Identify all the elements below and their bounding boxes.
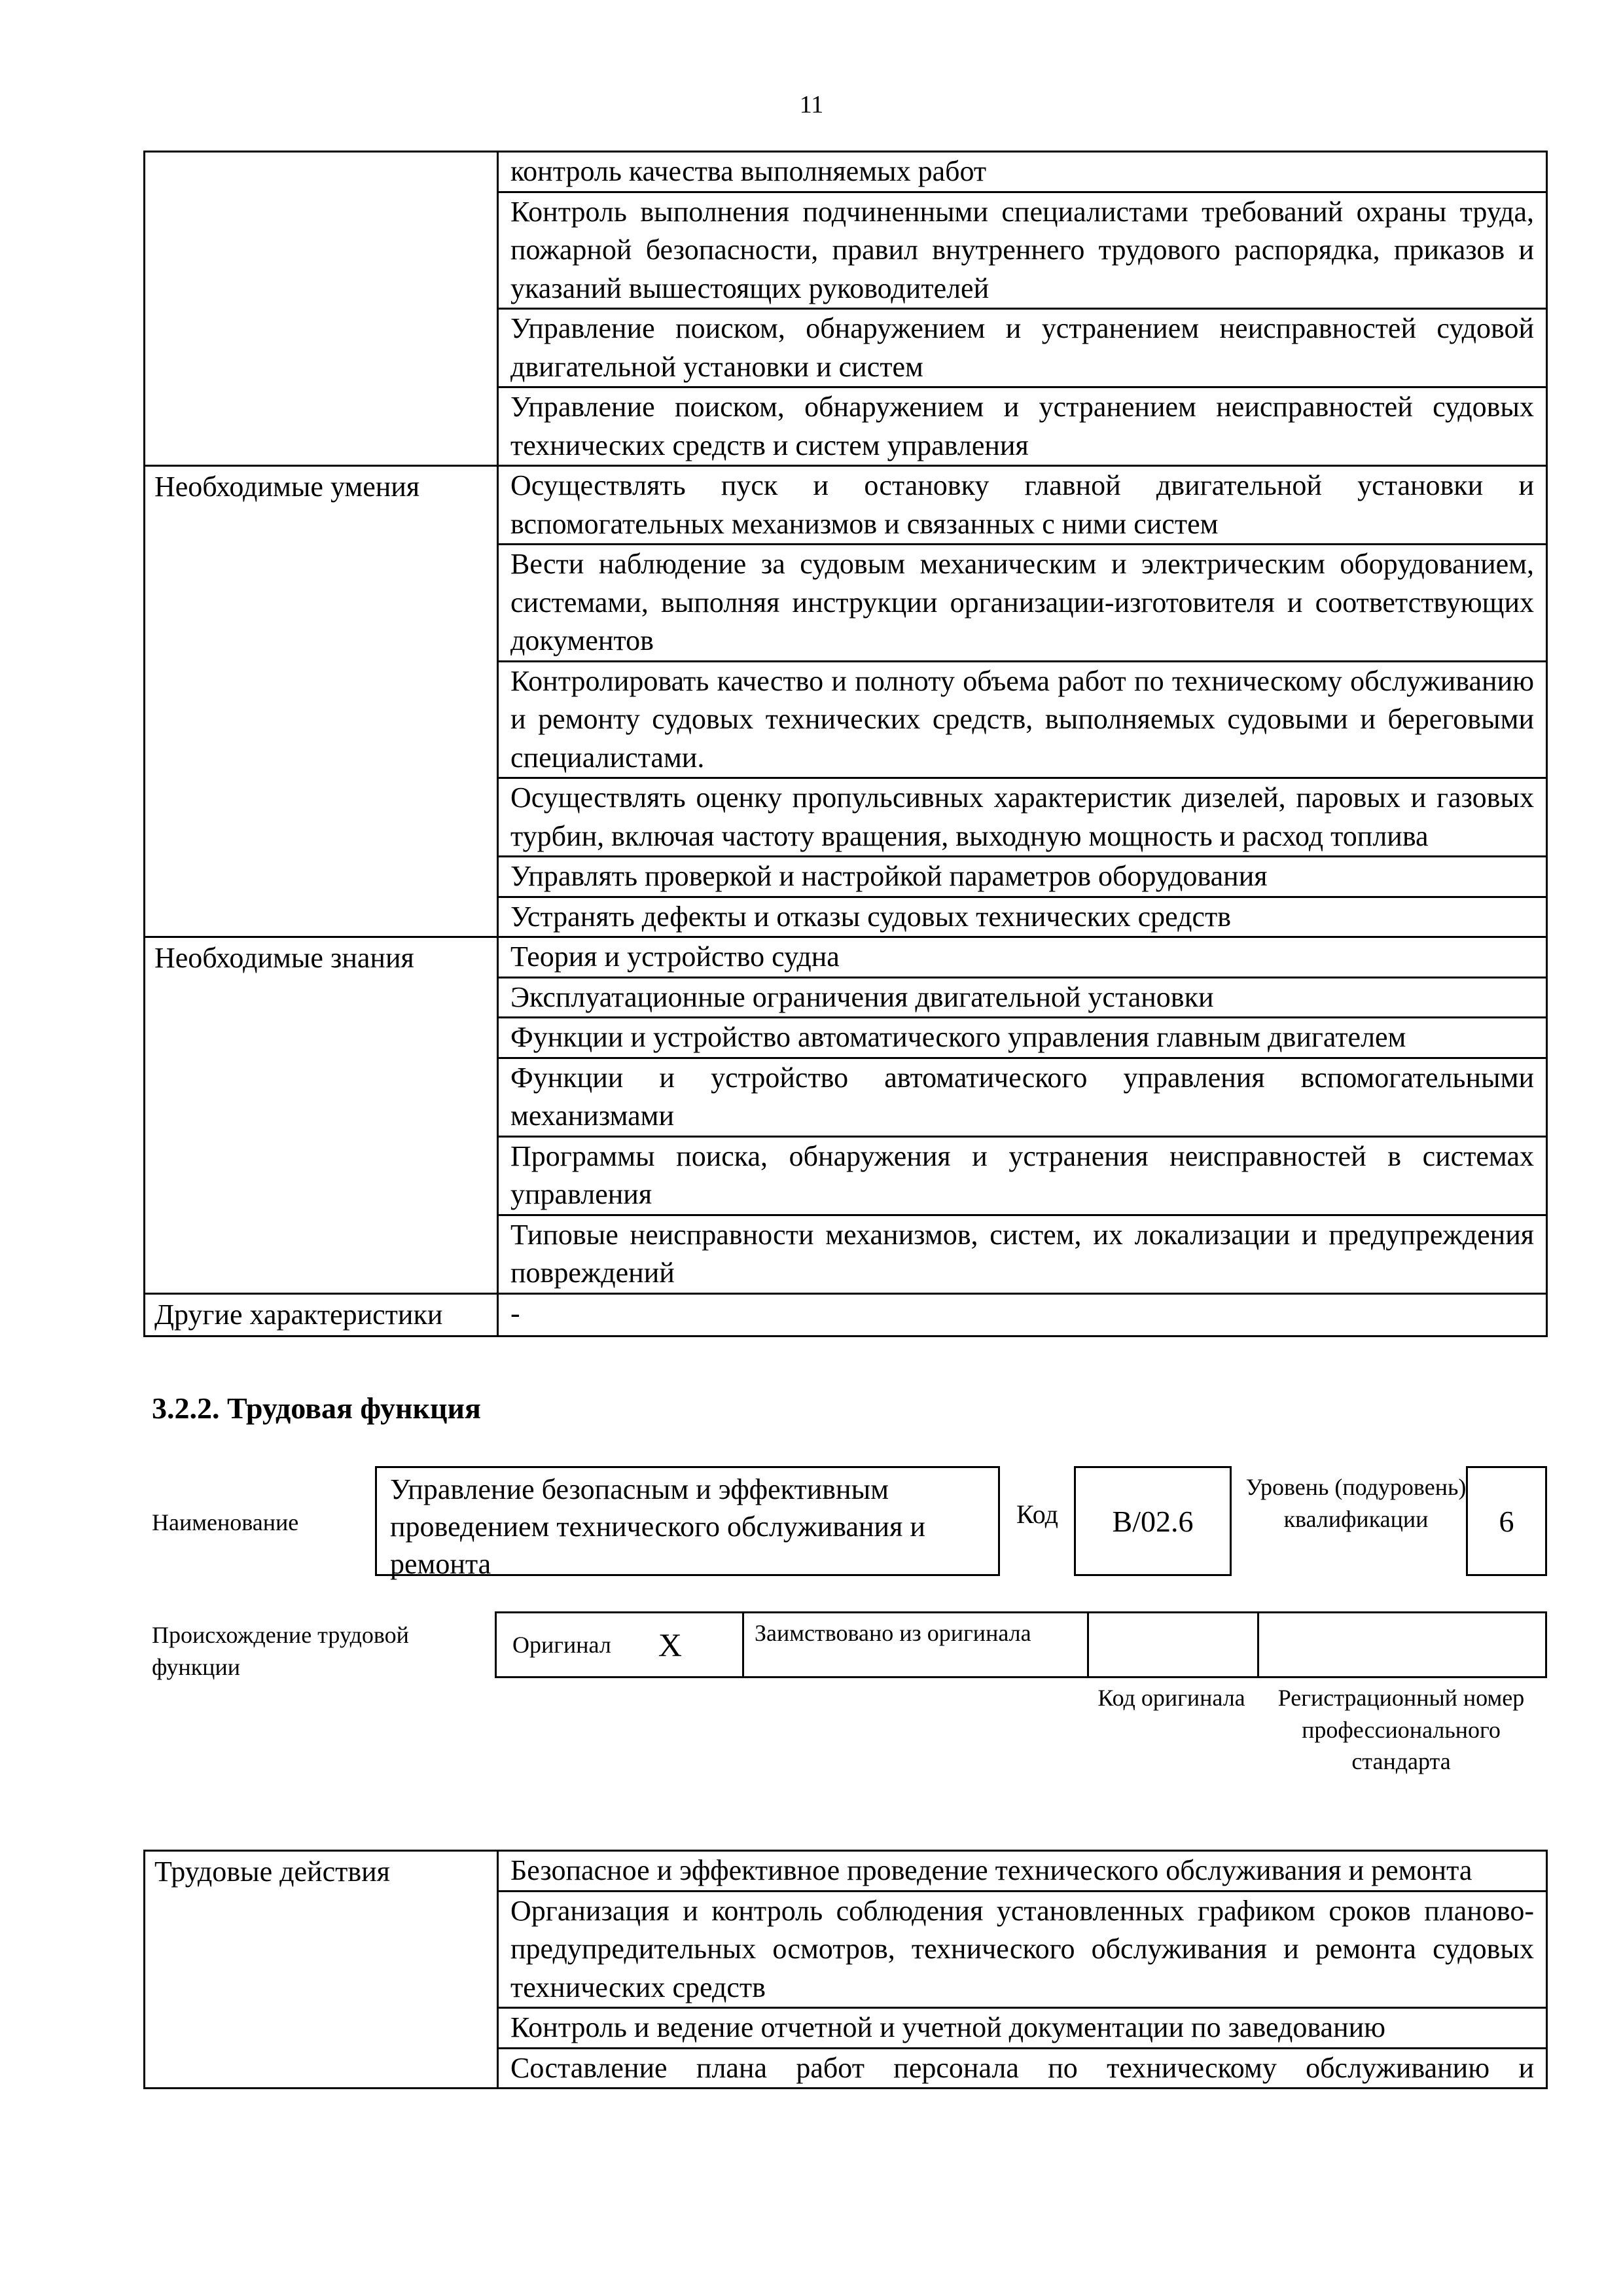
table-cell: Контроль и ведение отчетной и учетной документации по заведованию xyxy=(498,2008,1547,2049)
origin-label: Происхождение трудовой функции xyxy=(152,1622,409,1680)
section-heading: 3.2.2. Трудовая функция xyxy=(152,1391,481,1425)
table-cell: Контролировать качество и полноту объема работ по техническому обслуживанию и ремонту судовых технических средств, выполняемых судовыми и береговыми специалистами. xyxy=(498,661,1547,778)
table-cell: Функции и устройство автоматического управления вспомогательными механизмами xyxy=(498,1058,1547,1136)
table-cell: Управление поиском, обнаружением и устранением неисправностей судовых технических средств и систем управления xyxy=(498,387,1547,466)
table-cell: Организация и контроль соблюдения установленных графиком сроков планово-предупредительных осмотров, технического обслуживания и ремонта судовых технических средств xyxy=(498,1891,1547,2008)
code-value-box: B/02.6 xyxy=(1074,1466,1232,1576)
labor-actions-table xyxy=(143,1850,1548,2089)
row-label: Другие характеристики xyxy=(145,1293,498,1336)
table-cell: Устранять дефекты и отказы судовых технических средств xyxy=(498,897,1547,937)
table-cell: Программы поиска, обнаружения и устранения неисправностей в системах управления xyxy=(498,1136,1547,1215)
table-cell: Контроль выполнения подчиненными специалистами требований охраны труда, пожарной безопасности, правил внутреннего трудового распорядка, приказов и указаний вышестоящих руководителей xyxy=(498,192,1547,309)
row-label xyxy=(145,152,498,466)
original-code-cell xyxy=(1087,1613,1257,1676)
table-row xyxy=(145,1851,1547,1892)
row-label: Необходимые знания xyxy=(145,937,498,1294)
table-cell: контроль качества выполняемых работ xyxy=(498,152,1547,192)
table-cell: Управление поиском, обнаружением и устранением неисправностей судовой двигательной установки и систем xyxy=(498,309,1547,387)
registration-number-cell xyxy=(1257,1613,1545,1676)
borrowed-label: Заимствовано из оригинала xyxy=(742,1613,1087,1676)
original-label: Оригинал xyxy=(512,1632,611,1658)
code-label: Код xyxy=(1016,1499,1058,1529)
table-row xyxy=(145,1293,1547,1336)
table-cell: Теория и устройство судна xyxy=(498,937,1547,978)
table-cell: Составление плана работ персонала по техническому обслуживанию и xyxy=(498,2048,1547,2089)
qualification-level-box: 6 xyxy=(1466,1466,1547,1576)
table-cell: Управлять проверкой и настройкой параметров оборудования xyxy=(498,857,1547,897)
code-original-caption: Код оригинала xyxy=(1097,1685,1245,1711)
table-cell: Эксплуатационные ограничения двигательной установки xyxy=(498,977,1547,1018)
table-row xyxy=(145,937,1547,978)
qualification-level-label: Уровень (подуровень) квалификации xyxy=(1245,1474,1467,1532)
table-row xyxy=(145,152,1547,192)
function-name-box: Управление безопасным и эффективным проведением технического обслуживания и ремонта xyxy=(375,1466,1000,1576)
row-label: Необходимые умения xyxy=(145,466,498,937)
table-row xyxy=(145,466,1547,545)
table-cell: - xyxy=(498,1293,1547,1336)
page-number: 11 xyxy=(799,91,824,118)
original-mark: X xyxy=(658,1626,682,1663)
table-cell: Типовые неисправности механизмов, систем, их локализации и предупреждения повреждений xyxy=(498,1215,1547,1293)
table-cell: Осуществлять оценку пропульсивных характеристик дизелей, паровых и газовых турбин, включая частоту вращения, выходную мощность и расход топлива xyxy=(498,778,1547,857)
original-cell xyxy=(497,1613,742,1676)
table-cell: Вести наблюдение за судовым механическим и электрическим оборудованием, системами, выполняя инструкции организации-изготовителя и соответствующих документов xyxy=(498,545,1547,662)
registration-number-caption: Регистрационный номер профессионального стандарта xyxy=(1277,1685,1525,1775)
name-label: Наименование xyxy=(152,1509,299,1535)
competency-table xyxy=(143,151,1548,1337)
table-cell: Безопасное и эффективное проведение технического обслуживания и ремонта xyxy=(498,1851,1547,1892)
origin-row xyxy=(495,1611,1547,1678)
row-label: Трудовые действия xyxy=(145,1851,498,2089)
table-cell: Осуществлять пуск и остановку главной двигательной установки и вспомогательных механизмов и связанных с ними систем xyxy=(498,466,1547,545)
table-cell: Функции и устройство автоматического управления главным двигателем xyxy=(498,1018,1547,1058)
